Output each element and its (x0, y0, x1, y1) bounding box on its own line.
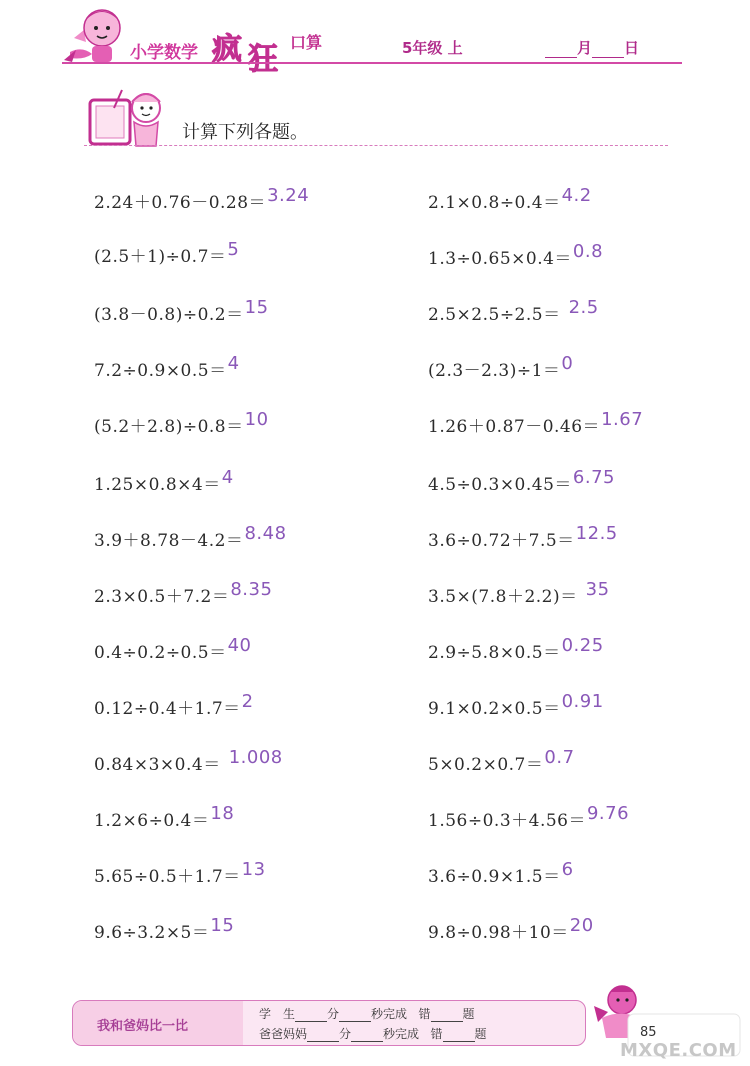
problem-question: 2.24＋0.76－0.28＝ (94, 193, 267, 213)
problem-question: 0.12÷0.4＋1.7＝ (94, 699, 241, 719)
problem-answer: 4.2 (561, 185, 592, 206)
footer-title: 我和爸妈比一比 (97, 1019, 189, 1034)
problem-answer: 4 (227, 353, 240, 374)
student-label: 学 生 (259, 1007, 296, 1021)
score-footer (72, 1000, 586, 1046)
problem-right-6 (428, 467, 615, 495)
problem-answer: 18 (210, 803, 235, 824)
problem-question: 5.65÷0.5＋1.7＝ (94, 867, 241, 887)
problem-left-11 (94, 747, 283, 775)
problem-question: 3.6÷0.9×1.5＝ (428, 867, 561, 887)
brand-title-char-1: 疯 (212, 32, 242, 67)
student-minutes-blank[interactable] (295, 1010, 327, 1022)
problem-left-1 (94, 185, 310, 213)
problem-left-5 (94, 409, 269, 437)
items-label: 题 (474, 1027, 487, 1041)
problem-left-6 (94, 467, 234, 495)
problem-question: 9.1×0.2×0.5＝ (428, 699, 561, 719)
problem-left-8 (94, 579, 273, 607)
problem-right-7 (428, 523, 618, 551)
problem-answer: 15 (210, 915, 235, 936)
day-label: 日 (624, 39, 640, 57)
items-label: 题 (462, 1007, 475, 1021)
problem-right-12 (428, 803, 630, 831)
problem-question: (3.8－0.8)÷0.2＝ (94, 305, 244, 325)
problem-answer: 1.67 (601, 409, 644, 430)
problem-question: 7.2÷0.9×0.5＝ (94, 361, 227, 381)
problem-question: 3.6÷0.72＋7.5＝ (428, 531, 575, 551)
brand-subtitle: 口算 (290, 33, 323, 52)
problem-answer: 35 (585, 579, 610, 600)
problem-left-4 (94, 353, 240, 381)
grade-label: 5年级 上 (402, 39, 463, 57)
problem-answer: 40 (227, 635, 252, 656)
problem-question: 1.56÷0.3＋4.56＝ (428, 811, 586, 831)
problem-question: 1.3÷0.65×0.4＝ (428, 249, 572, 269)
problem-answer: 13 (241, 859, 266, 880)
problem-question: 9.8÷0.98＋10＝ (428, 923, 569, 943)
minutes-label: 分 (339, 1027, 352, 1041)
problem-left-14 (94, 915, 235, 943)
problem-answer: 6 (561, 859, 574, 880)
mascot-icon (62, 2, 132, 70)
brand-title-char-2: 狂 (248, 42, 278, 77)
problem-right-8 (428, 579, 610, 607)
seconds-label: 秒完成 (371, 1007, 408, 1021)
problem-right-14 (428, 915, 594, 943)
minutes-label: 分 (327, 1007, 340, 1021)
problem-left-10 (94, 691, 254, 719)
problem-right-13 (428, 859, 574, 887)
problem-question: 9.6÷3.2×5＝ (94, 923, 210, 943)
parent-minutes-blank[interactable] (307, 1030, 339, 1042)
problem-answer: 0.91 (561, 691, 604, 712)
date-field (545, 37, 639, 58)
problem-question: 0.4÷0.2÷0.5＝ (94, 643, 227, 663)
problem-left-12 (94, 803, 235, 831)
problem-left-7 (94, 523, 287, 551)
problem-left-9 (94, 635, 252, 663)
problem-question: 4.5÷0.3×0.45＝ (428, 475, 572, 495)
footer-title-panel (73, 1001, 243, 1045)
header-divider (62, 62, 682, 64)
problem-right-3 (428, 297, 599, 325)
problem-answer: 6.75 (572, 467, 615, 488)
problem-right-5 (428, 409, 644, 437)
problem-answer: 2 (241, 691, 254, 712)
parent-seconds-blank[interactable] (351, 1030, 383, 1042)
problem-question: 3.5×(7.8＋2.2)＝ (428, 587, 578, 607)
student-seconds-blank[interactable] (339, 1010, 371, 1022)
wrong-label: 错 (418, 1007, 431, 1021)
watermark-text: MXQE.COM (620, 1040, 737, 1061)
problem-right-9 (428, 635, 604, 663)
seconds-label: 秒完成 (383, 1027, 420, 1041)
problem-answer: 12.5 (575, 523, 618, 544)
problem-answer: 0.7 (544, 747, 575, 768)
problem-answer: 0.25 (561, 635, 604, 656)
parent-label: 爸爸妈妈 (259, 1027, 308, 1041)
problem-answer: 15 (244, 297, 269, 318)
problem-question: 5×0.2×0.7＝ (428, 755, 544, 775)
problem-answer: 9.76 (586, 803, 630, 824)
problem-answer: 3.24 (267, 185, 310, 206)
problem-question: 2.1×0.8÷0.4＝ (428, 193, 561, 213)
problem-right-2 (428, 241, 604, 269)
day-blank (592, 43, 624, 58)
problem-question: 0.84×3×0.4＝ (94, 755, 221, 775)
problem-left-13 (94, 859, 266, 887)
instruction-text: 计算下列各题。 (182, 122, 308, 143)
problem-question: 1.2×6÷0.4＝ (94, 811, 210, 831)
problem-answer: 4 (221, 467, 234, 488)
problem-right-4 (428, 353, 574, 381)
brand-prefix: 小学数学 (130, 43, 198, 63)
problem-answer: 20 (569, 915, 594, 936)
month-blank (545, 43, 577, 58)
problem-question: 3.9＋8.78－4.2＝ (94, 531, 244, 551)
page-number: 85 (640, 1025, 657, 1040)
problem-right-1 (428, 185, 592, 213)
student-score-row (259, 1005, 475, 1022)
problem-left-3 (94, 297, 269, 325)
problem-answer: 1.008 (228, 747, 283, 768)
problem-answer: 8.48 (244, 523, 287, 544)
problem-question: 1.25×0.8×4＝ (94, 475, 221, 495)
problem-question: (5.2＋2.8)÷0.8＝ (94, 417, 244, 437)
month-label: 月 (577, 39, 593, 57)
instruction-divider (84, 145, 668, 146)
parent-wrong-blank[interactable] (443, 1030, 475, 1042)
problem-question: 1.26＋0.87－0.46＝ (428, 417, 601, 437)
student-wrong-blank[interactable] (431, 1010, 463, 1022)
parent-score-row (259, 1025, 487, 1042)
problem-answer: 2.5 (568, 297, 599, 318)
problem-answer: 0.8 (572, 241, 604, 262)
problem-answer: 0 (561, 353, 574, 374)
blackboard-kid-icon (84, 86, 174, 152)
wrong-label: 错 (430, 1027, 443, 1041)
problem-question: 2.3×0.5＋7.2＝ (94, 587, 230, 607)
problem-question: 2.5×2.5÷2.5＝ (428, 305, 561, 325)
problem-answer: 10 (244, 409, 269, 430)
problem-answer: 8.35 (230, 579, 273, 600)
problem-question: 2.9÷5.8×0.5＝ (428, 643, 561, 663)
problem-answer: 5 (227, 239, 240, 260)
problem-right-11 (428, 747, 575, 775)
problem-question: (2.3－2.3)÷1＝ (428, 361, 561, 381)
problem-left-2 (94, 239, 240, 267)
problem-right-10 (428, 691, 604, 719)
problem-question: (2.5＋1)÷0.7＝ (94, 247, 227, 267)
